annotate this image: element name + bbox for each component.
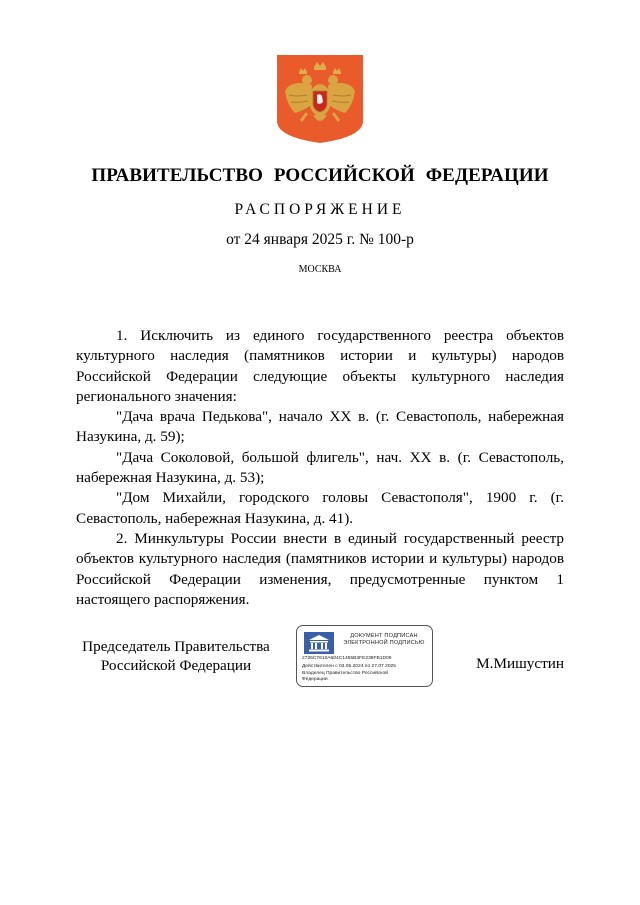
coat-of-arms-icon bbox=[277, 55, 363, 143]
document-city: МОСКВА bbox=[298, 264, 342, 275]
stamp-owner-line1: Владелец Правительство Российской bbox=[302, 670, 388, 676]
signatory-name: М.Мишустин bbox=[476, 655, 564, 672]
paragraph-object-2: "Дача Соколовой, большой флигель", нач. XX в. (г. Севастополь, набережная Назукина, д. 53); bbox=[76, 448, 564, 487]
stamp-heading-line2: ЭЛЕКТРОННОЙ ПОДПИСЬЮ bbox=[343, 640, 425, 647]
document-date-number: от 24 января 2025 г. № 100-р bbox=[226, 231, 414, 248]
building-icon bbox=[304, 632, 334, 654]
stamp-validity: Действителен с 03.05.2024 по 27.07.2025 bbox=[302, 664, 396, 669]
stamp-certificate: 2726C7610A604C1455B3FE238FB1D09 bbox=[302, 656, 392, 661]
signatory-position-line1: Председатель Правительства bbox=[82, 638, 270, 655]
stamp-heading-line1: ДОКУМЕНТ ПОДПИСАН bbox=[350, 633, 418, 639]
government-title: ПРАВИТЕЛЬСТВО РОССИЙСКОЙ ФЕДЕРАЦИИ bbox=[91, 165, 549, 186]
document-type: РАСПОРЯЖЕНИЕ bbox=[234, 201, 406, 218]
stamp-heading bbox=[337, 633, 431, 647]
electronic-signature-stamp bbox=[296, 625, 433, 687]
paragraph-item-2: 2. Минкультуры России внести в единый государственный реестр объектов культурного наследия (памятников истории и культуры) народов Российской Федерации изменения, предусмотренные пунктом 1 настоящего распоряжения. bbox=[76, 529, 564, 608]
signatory-position-line2: Российской Федерации bbox=[100, 657, 252, 674]
paragraph-item-1: 1. Исключить из единого государственного реестра объектов культурного наследия (памятников истории и культуры) народов Российской Федерации следующие объекты культурного наследия регионального значения: bbox=[76, 327, 564, 405]
paragraph-object-3: "Дом Михайли, городского головы Севастополя", 1900 г. (г. Севастополь, набережная Назукина, д. 41). bbox=[76, 489, 564, 527]
stamp-owner-line2: Федерации bbox=[302, 676, 328, 682]
signatory-position bbox=[76, 637, 276, 675]
paragraph-object-1: "Дача врача Педькова", начало XX в. (г. Севастополь, набережная Назукина, д. 59); bbox=[76, 408, 564, 446]
document-body bbox=[76, 326, 564, 610]
